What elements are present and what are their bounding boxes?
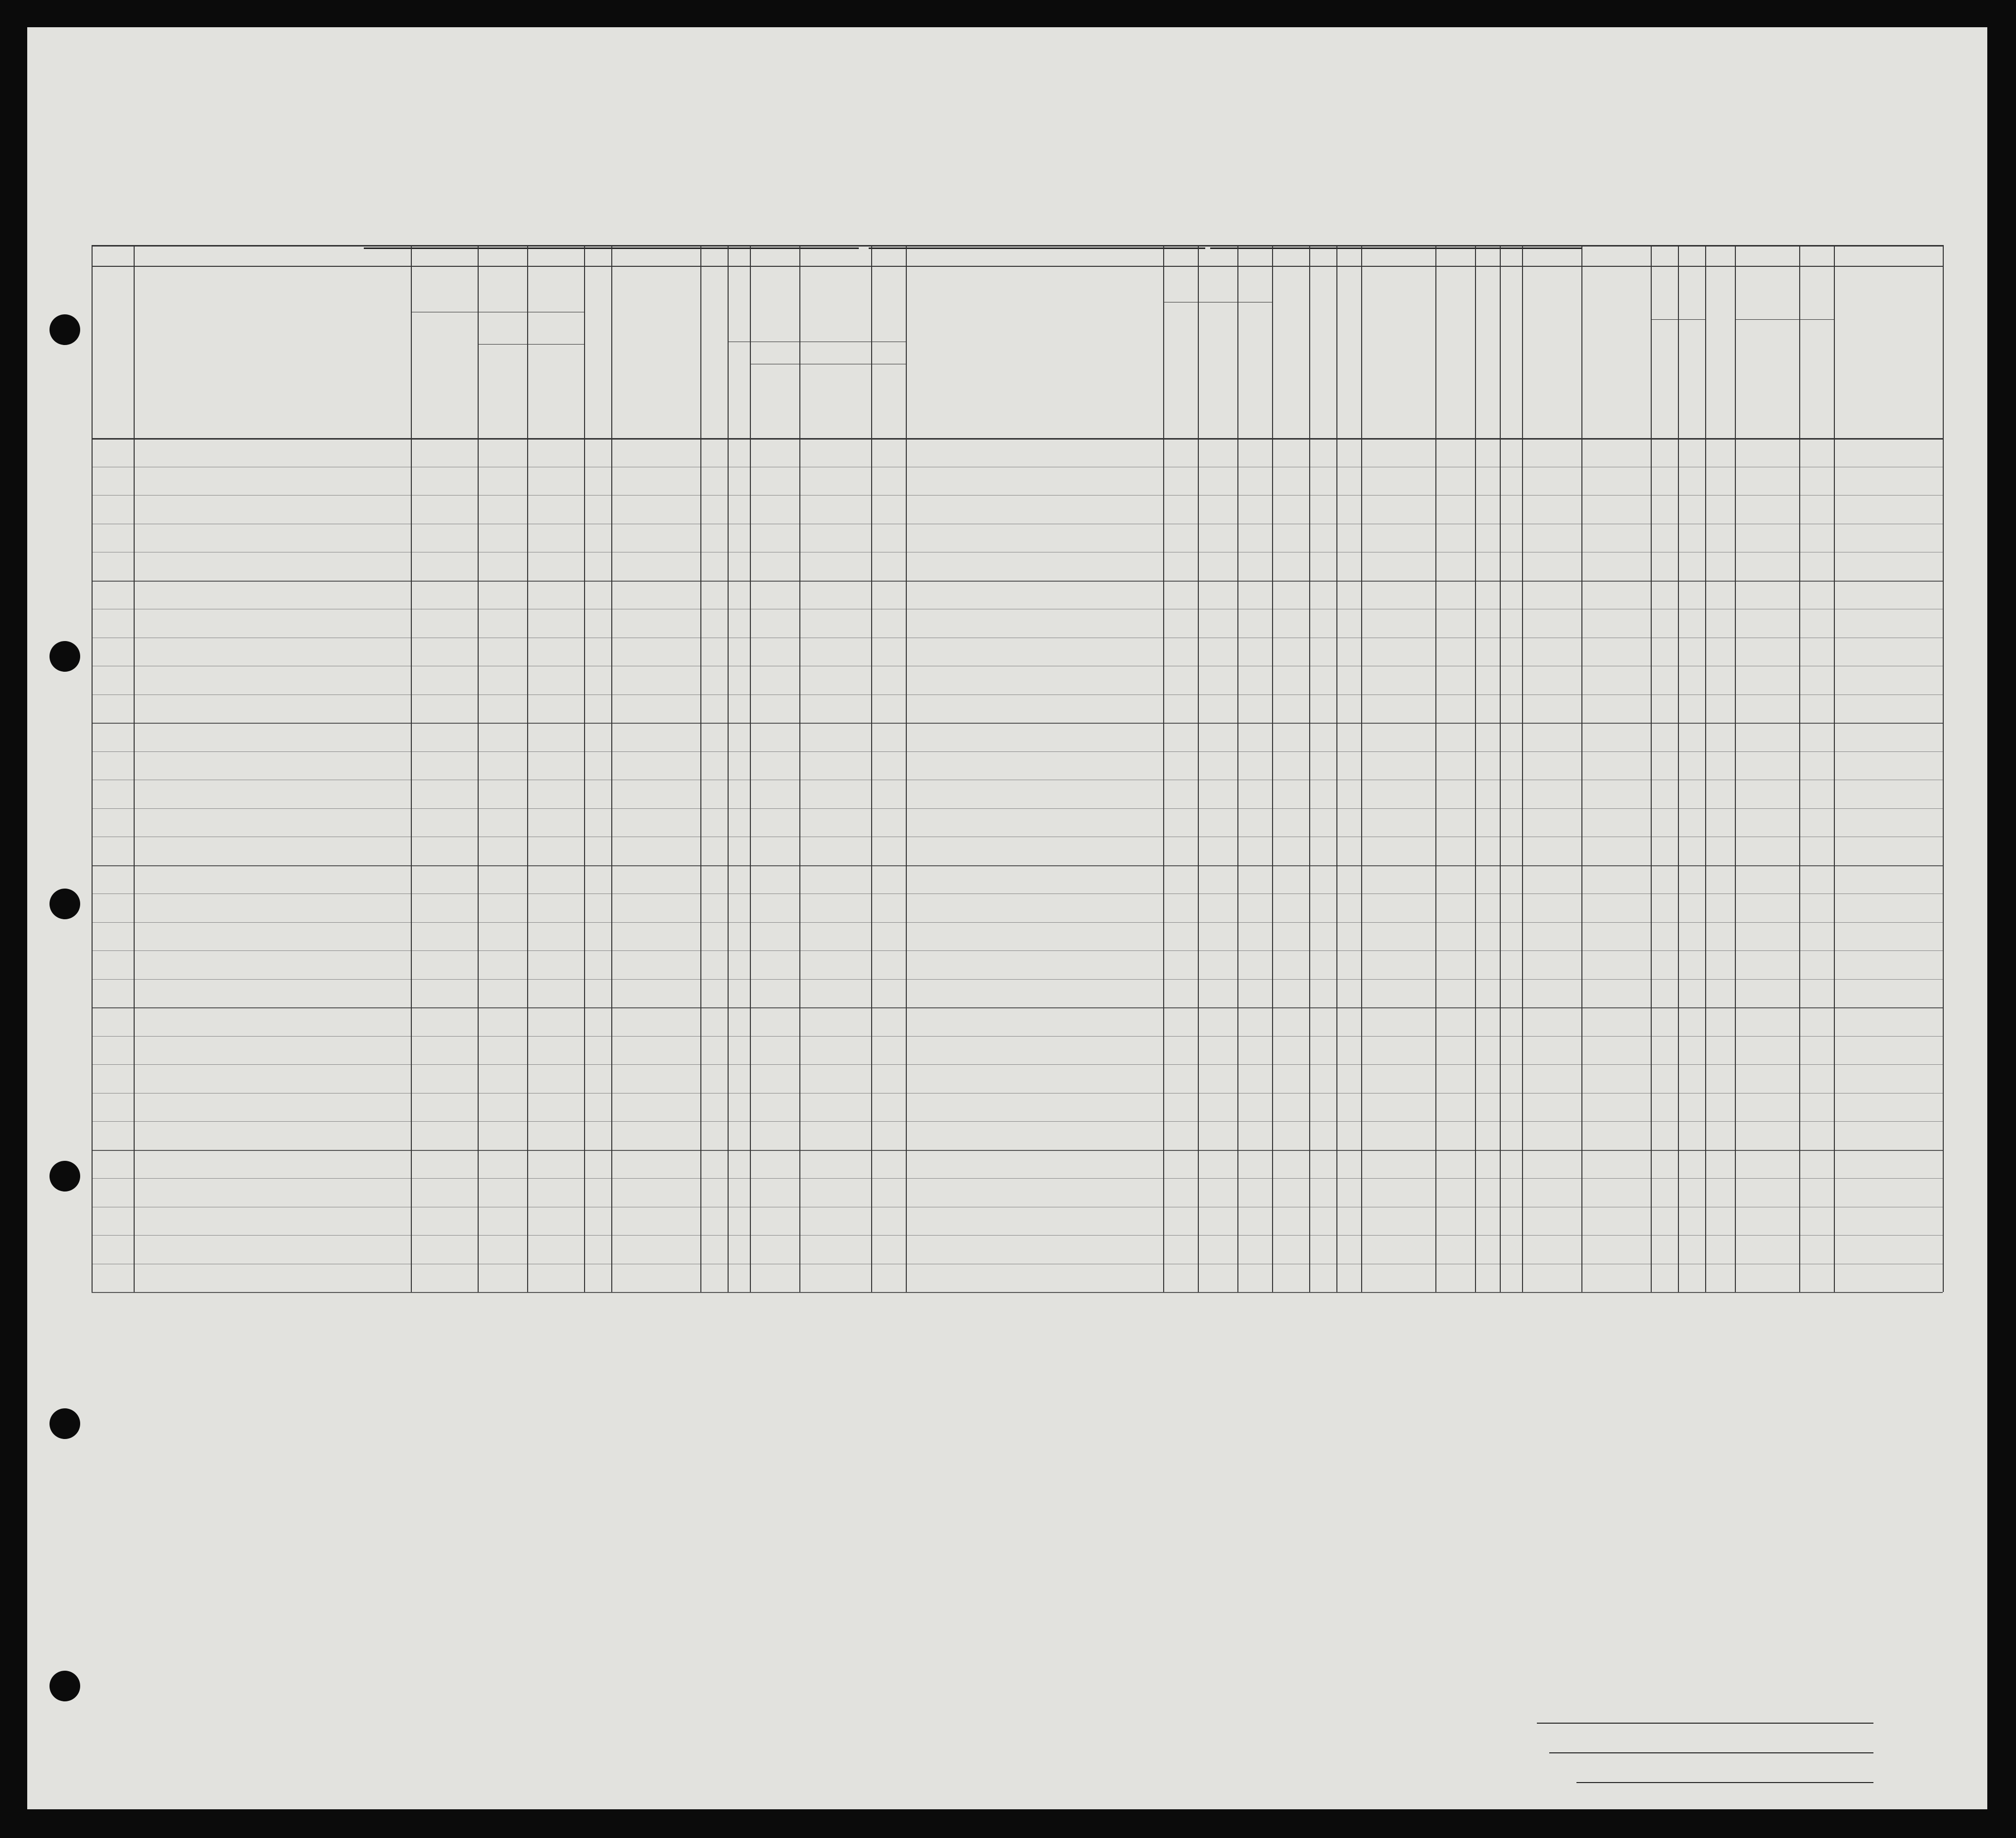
grid-vline [1651,245,1652,1292]
punch-hole [49,641,80,672]
grid-vline [1500,245,1501,1292]
punch-hole [49,1161,80,1192]
grid-vline [728,245,729,1292]
grid-hline [92,495,1943,496]
grid-vline [906,245,907,1292]
grid-hline [1651,319,1705,320]
grid-vline [799,245,800,1292]
grid-vline [1678,245,1679,1292]
grid-vline [611,245,612,1292]
grid-hline [92,1292,1943,1293]
year-underline [1210,248,1581,249]
grid-vline [584,245,585,1292]
grid-vline [1735,245,1736,1292]
grid-hline [92,865,1943,866]
owners-underline [1549,1752,1873,1753]
grid-vline [1198,245,1199,1292]
grid-vline [92,245,93,1292]
grid-hline [92,581,1943,582]
grid-hline [92,723,1943,724]
grid-hline [92,922,1943,923]
grid-hline [92,1007,1943,1008]
grid-hline [92,1150,1943,1151]
grid-hline [92,438,1943,440]
grid-vline [1834,245,1835,1292]
grid-vline [134,245,135,1292]
grid-vline [411,245,412,1292]
grid-vline [478,245,479,1292]
grid-hline [92,1121,1943,1122]
grid-vline [1361,245,1362,1292]
grid-hline [92,979,1943,980]
grid-vline [750,245,751,1292]
grid-vline [700,245,701,1292]
punch-hole [49,1671,80,1701]
date-underline [869,248,1205,249]
grid-vline [1475,245,1476,1292]
grid-vline [1799,245,1800,1292]
grid-vline [1309,245,1310,1292]
grid-vline [1435,245,1436,1292]
grid-hline [92,245,1943,247]
grid-hline [1735,319,1834,320]
grid-hline [92,1036,1943,1037]
grid-vline [1163,245,1164,1292]
grid-vline [527,245,528,1292]
line-underline [1537,1723,1873,1724]
grid-hline [92,808,1943,809]
grid-vline [1522,245,1523,1292]
punch-hole [49,889,80,919]
punch-hole [49,1408,80,1439]
grid-vline [1237,245,1238,1292]
grid-vline [1272,245,1273,1292]
grid-hline [92,266,1943,267]
grid-hline [92,1235,1943,1236]
grid-hline [92,1064,1943,1065]
grid-vline [871,245,872,1292]
manifest-sheet [27,27,1987,1809]
grid-vline [1943,245,1944,1292]
agents-underline [1576,1782,1873,1783]
grid-vline [1336,245,1337,1292]
grid-hline [92,751,1943,752]
grid-vline [1581,245,1582,1292]
grid-hline [478,344,584,345]
grid-hline [92,950,1943,951]
grid-hline [92,1178,1943,1179]
punch-hole [49,314,80,345]
grid-vline [1705,245,1706,1292]
